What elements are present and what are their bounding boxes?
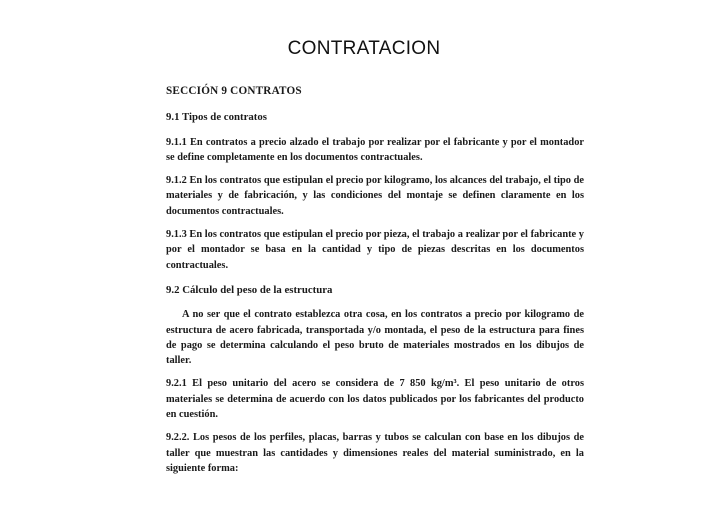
paragraph-9-1-2: 9.1.2 En los contratos que estipulan el precio por kilogramo, los alcances del trabajo, el tipo de materiales y de fabricación, y las condiciones del montaje se definen claramente en los documentos contractuales. [166, 175, 584, 217]
slide-title: CONTRATACION [287, 38, 441, 59]
paragraph-9-2-1: 9.2.1 El peso unitario del acero se considera de 7 850 kg/m³. El peso unitario de otros materiales se determina de acuerdo con los datos publicados por los fabricantes del producto en cuestión. [166, 378, 584, 421]
paragraph-9-1-3: 9.1.3 En los contratos que estipulan el precio por pieza, el trabajo a realizar por el fabricante y por el montador se basa en la cantidad y tipo de piezas descritas en los documentos contractuales. [166, 229, 584, 271]
paragraph-9-2-intro: A no ser que el contrato establezca otra cosa, en los contratos a precio por kilogramo de estructura de acero fabricada, transportada y/o montada, el peso de la estructura para fines de pago se determina calculando el peso bruto de materiales mostrados en los dibujos de taller. [166, 309, 584, 367]
section-heading: SECCIÓN 9 CONTRATOS [166, 85, 302, 97]
paragraph-9-1-1: 9.1.1 En contratos a precio alzado el trabajo por realizar por el fabricante y por el montador se define completamente en los documentos contractuales. [166, 136, 584, 163]
heading-9-1: 9.1 Tipos de contratos [166, 111, 267, 124]
heading-9-2: 9.2 Cálculo del peso de la estructura [166, 283, 333, 296]
paragraph-9-2-2: 9.2.2. Los pesos de los perfiles, placas, barras y tubos se calculan con base en los dibujos de taller que muestran las cantidades y dimensiones reales del material suministrado, en la siguiente forma: [166, 432, 584, 474]
scanned-document [166, 84, 584, 484]
